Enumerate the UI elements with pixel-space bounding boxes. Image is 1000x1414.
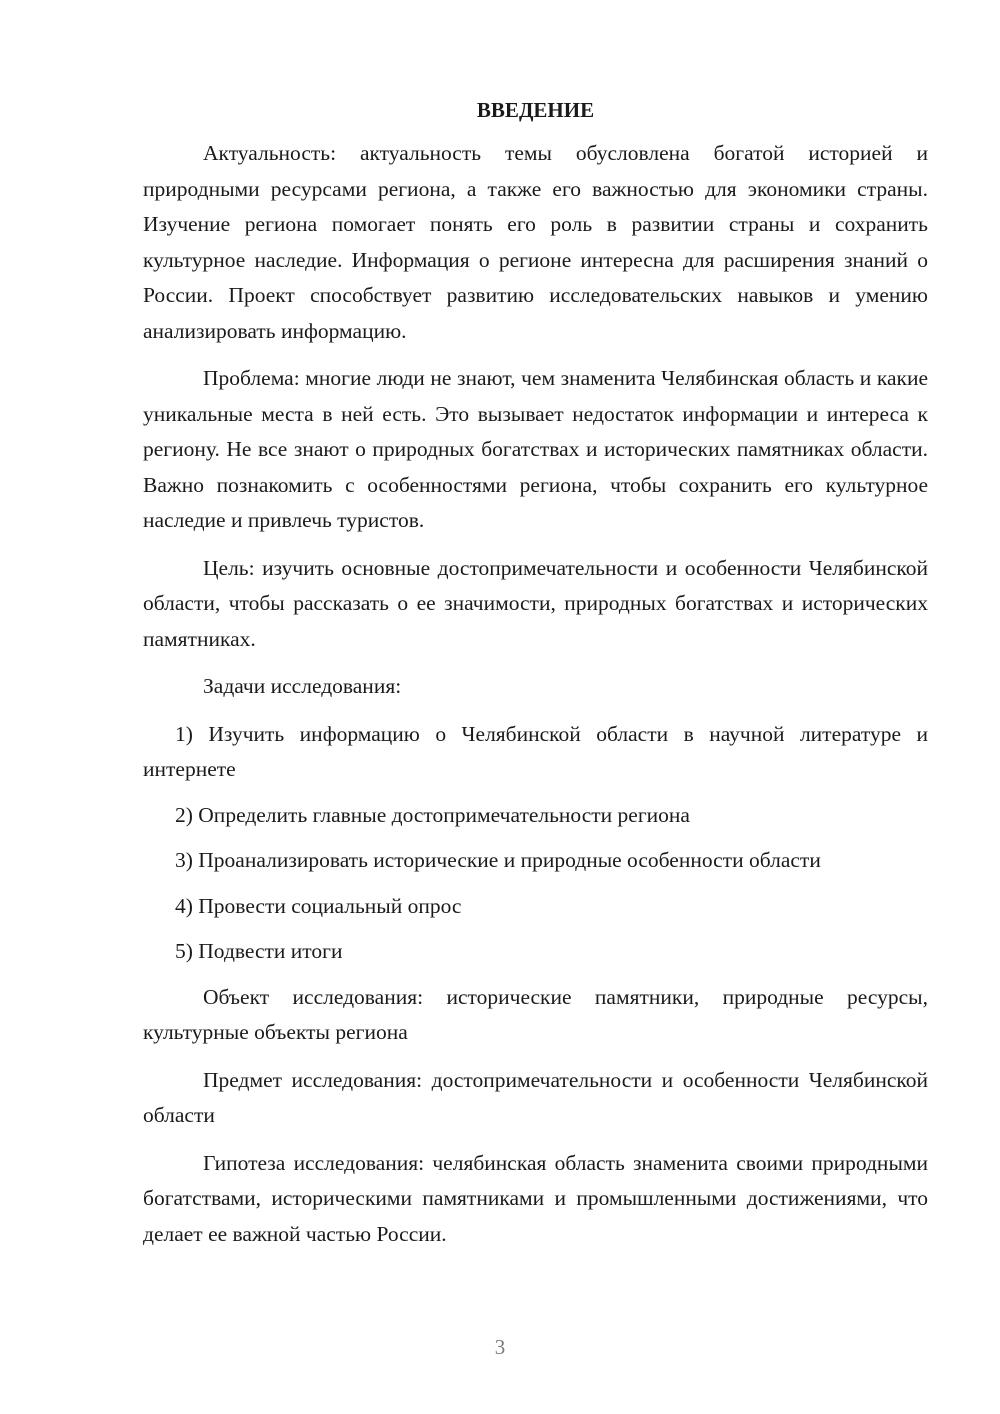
page-title: ВВЕДЕНИЕ: [476, 98, 595, 122]
list-item: 5) Подвести итоги: [175, 939, 343, 963]
list-item: 2) Определить главные достопримечательности региона: [175, 802, 690, 827]
page-number: 3: [494, 1335, 506, 1359]
list-item: 4) Провести социальный опрос: [175, 893, 462, 918]
list-item: 1) Изучить информацию о Челябинской области в научной литературе и интернете: [143, 721, 928, 781]
relevance-paragraph: Актуальность: актуальность темы обусловлена богатой историей и природными ресурсами региона, а также его важностью для экономики страны. Изучение региона помогает понять его роль в развитии страны и сохранить культурное наследие. Информация о регионе интересна для расширения знаний о России. Проект способствует развитию исследовательских навыков и умению анализировать информацию.: [143, 141, 928, 343]
list-item: 3) Проанализировать исторические и природные особенности области: [175, 848, 821, 872]
hypothesis-paragraph: Гипотеза исследования: челябинская область знаменита своими природными богатствами, историческими памятниками и промышленными достижениями, что делает ее важной частью России.: [143, 1150, 928, 1246]
problem-paragraph: Проблема: многие люди не знают, чем знаменита Челябинская область и какие уникальные места в ней есть. Это вызывает недостаток информации и интереса к региону. Не все знают о природных богатствах и исторических памятниках области. Важно познакомить с особенностями региона, чтобы сохранить его культурное наследие и привлечь туристов.: [143, 366, 928, 532]
goal-paragraph: Цель: изучить основные достопримечательности и особенности Челябинской области, чтобы рассказать о ее значимости, природных богатствах и исторических памятниках.: [143, 555, 928, 651]
tasks-heading: Задачи исследования:: [203, 674, 402, 698]
tasks-list: [143, 717, 928, 970]
object-paragraph: Объект исследования: исторические памятники, природные ресурсы, культурные объекты региона: [143, 984, 928, 1044]
page-content: [143, 96, 928, 1264]
subject-paragraph: Предмет исследования: достопримечательности и особенности Челябинской области: [143, 1067, 928, 1127]
